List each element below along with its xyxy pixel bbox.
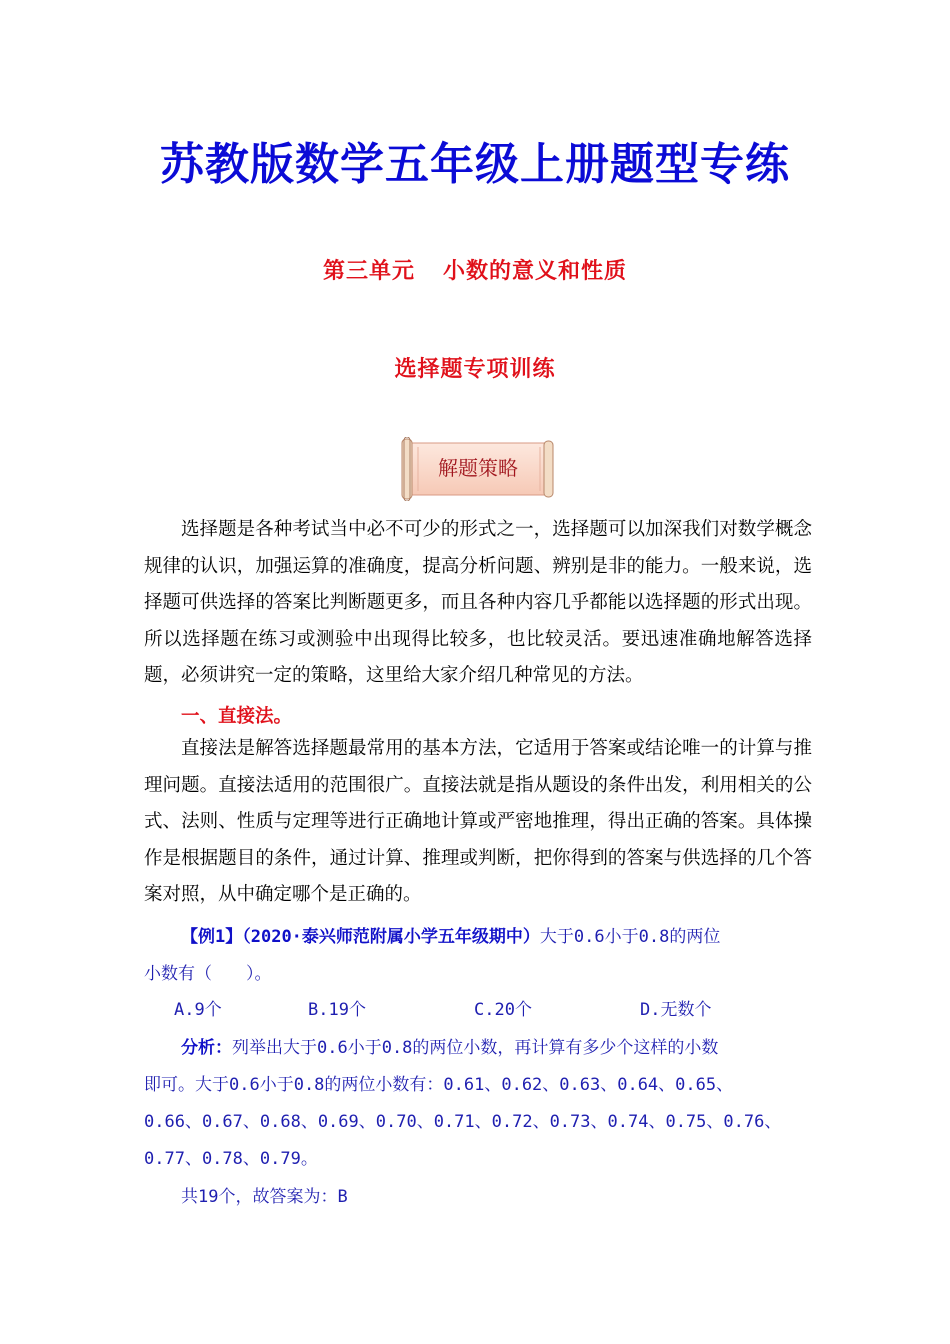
analysis-line2: 即可。大于0.6小于0.8的两位小数有：0.61、0.62、0.63、0.64、0.65、 xyxy=(144,1075,734,1095)
answer-line: 共19个，故答案为：B xyxy=(181,1187,348,1207)
analysis-line3: 0.66、0.67、0.68、0.69、0.70、0.71、0.72、0.73、0.74、0.75、0.76、 xyxy=(144,1112,782,1132)
example1-question-line1 xyxy=(181,919,861,956)
unit-name: 第三单元 xyxy=(322,259,415,284)
analysis-text-1: 列举出大于0.6小于0.8的两位小数，再计算有多少个这样的小数 xyxy=(232,1038,719,1058)
intro-paragraph: 选择题是各种考试当中必不可少的形式之一，选择题可以加深我们对数学概念规律的认识，加强运算的准确度，提高分析问题、辨别是非的能力。一般来说，选择题可供选择的答案比判断题更多，而且各种内容几乎都能以选择题的形式出现。所以选择题在练习或测验中出现得比较多，也比较灵活。要迅速准确地解答选择题，必须讲究一定的策略，这里给大家介绍几种常见的方法。 xyxy=(144,519,812,686)
analysis-line4: 0.77、0.78、0.79。 xyxy=(144,1149,318,1169)
option-c: C.20个 xyxy=(474,1000,532,1020)
option-b: B.19个 xyxy=(308,1000,366,1020)
option-d: D.无数个 xyxy=(640,1000,712,1020)
example1-question-text: 大于0.6小于0.8的两位 xyxy=(539,927,721,947)
section-subtitle: 选择题专项训练 xyxy=(394,357,556,382)
analysis-label: 分析： xyxy=(181,1038,232,1058)
strategy-banner-label: 解题策略 xyxy=(438,456,518,480)
unit-topic: 小数的意义和性质 xyxy=(443,259,628,284)
document-title: 苏教版数学五年级上册题型专练 xyxy=(160,139,790,190)
example1-question-line2: 小数有（ ）。 xyxy=(144,964,272,984)
strategy-banner xyxy=(398,437,558,501)
option-a: A.9个 xyxy=(174,1000,222,1020)
example1-label: 【例1】（2020·泰兴师范附属小学五年级期中） xyxy=(181,927,540,947)
unit-title xyxy=(0,254,950,285)
method1-paragraph: 直接法是解答选择题最常用的基本方法，它适用于答案或结论唯一的计算与推理问题。直接法适用的范围很广。直接法就是指从题设的条件出发，利用相关的公式、法则、性质与定理等进行正确地计算或严密地推理，得出正确的答案。具体操作是根据题目的条件，通过计算、推理或判断，把你得到的答案与供选择的几个答案对照，从中确定哪个是正确的。 xyxy=(144,738,812,905)
method1-heading: 一、直接法。 xyxy=(181,706,293,727)
analysis-line1 xyxy=(181,1030,861,1067)
